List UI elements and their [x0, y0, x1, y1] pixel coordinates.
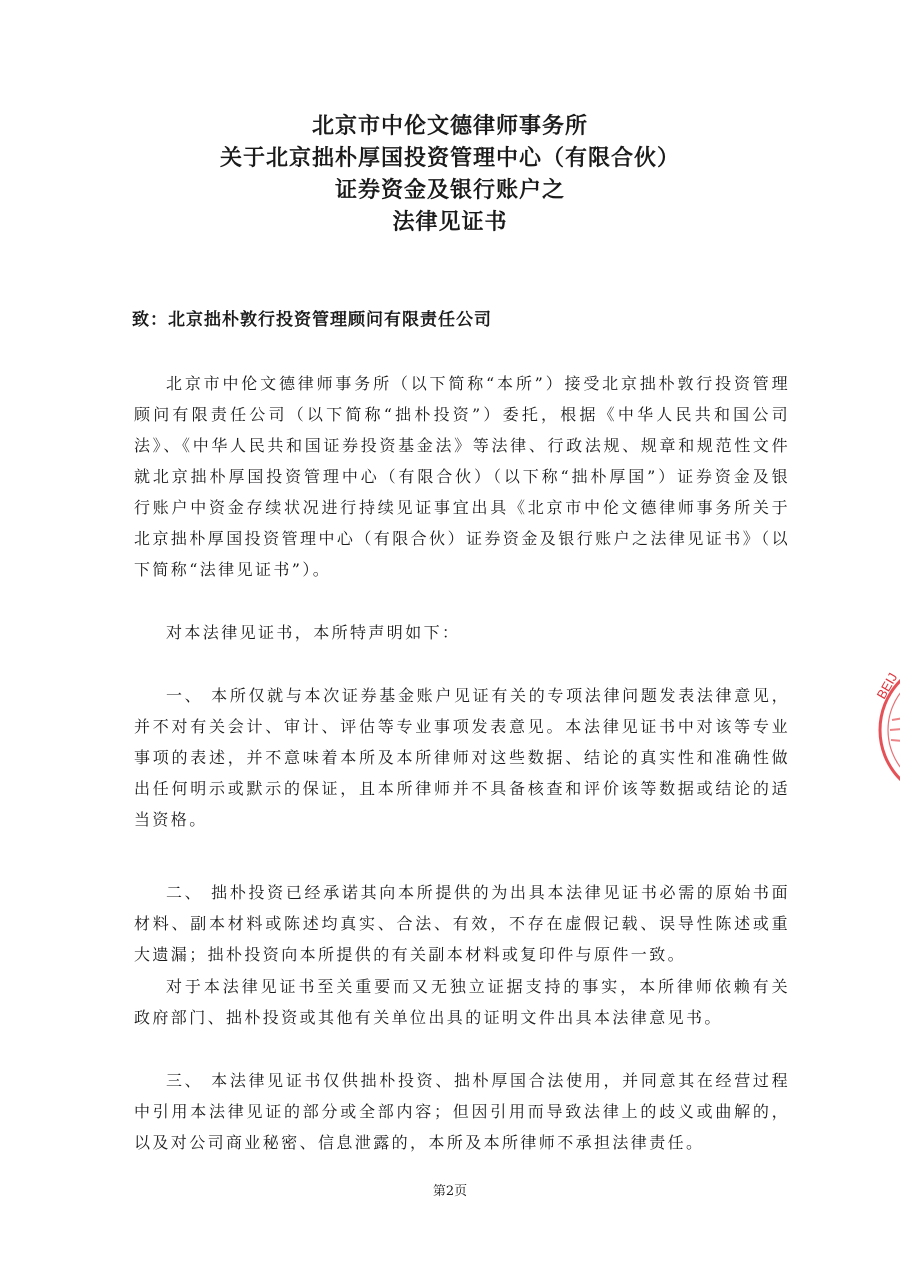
declaration-paragraph: 对本法律见证书，本所特声明如下： — [166, 623, 461, 642]
title-line-3: 证券资金及银行账户之 — [334, 177, 565, 203]
statement-item-1: 一、 本所仅就与本次证券基金账户见证有关的专项法律问题发表法律意见，并不对有关会计、审计、评估等专业事项发表意见。本法律见证书中对该等专业事项的表述，并不意味着本所及本所律师对这些数据、结论的真实性和准确性做出任何明示或默示的保证，且本所律师并不具备核查和评价该等数据或结论的适当资格。 — [134, 686, 790, 829]
document-title — [0, 110, 900, 238]
red-seal-stamp — [860, 650, 900, 810]
statement-item-3: 三、 本法律见证书仅供拙朴投资、拙朴厚国合法使用，并同意其在经营过程中引用本法律见证的部分或全部内容；但因引用而导致法律上的歧义或曲解的，以及对公司商业秘密、信息泄露的，本所及本所律师不承担法律责任。 — [134, 1071, 790, 1152]
addressee: 致：北京拙朴敦行投资管理顾问有限责任公司 — [132, 310, 492, 330]
svg-text:BEIJ: BEIJ — [873, 670, 900, 702]
statement-item-2-continued: 对于本法律见证书至关重要而又无独立证据支持的事实，本所律师依赖有关政府部门、拙朴投资或其他有关单位出具的证明文件出具本法律意见书。 — [134, 977, 790, 1027]
page-number: 第2页 — [432, 1184, 468, 1199]
statement-item-2: 二、 拙朴投资已经承诺其向本所提供的为出具本法律见证书必需的原始书面材料、副本材料或陈述均真实、合法、有效，不存在虚假记载、误导性陈述或重大遗漏；拙朴投资向本所提供的有关副本材料或复印件与原件一致。 — [134, 883, 790, 964]
title-line-4: 法律见证书 — [392, 209, 508, 235]
title-line-1: 北京市中伦文德律师事务所 — [311, 113, 588, 139]
intro-paragraph: 北京市中伦文德律师事务所（以下简称“本所”）接受北京拙朴敦行投资管理顾问有限责任公司（以下简称“拙朴投资”）委托，根据《中华人民共和国公司法》、《中华人民共和国证券投资基金法》等法律、行政法规、规章和规范性文件就北京拙朴厚国投资管理中心（有限合伙）（以下称“拙朴厚国”）证券资金及银行账户中资金存续状况进行持续见证事宜出具《北京市中伦文德律师事务所关于北京拙朴厚国投资管理中心（有限合伙）证券资金及银行账户之法律见证书》（以下简称“法律见证书”）。 — [134, 374, 790, 579]
title-line-2: 关于北京拙朴厚国投资管理中心（有限合伙） — [219, 145, 680, 171]
